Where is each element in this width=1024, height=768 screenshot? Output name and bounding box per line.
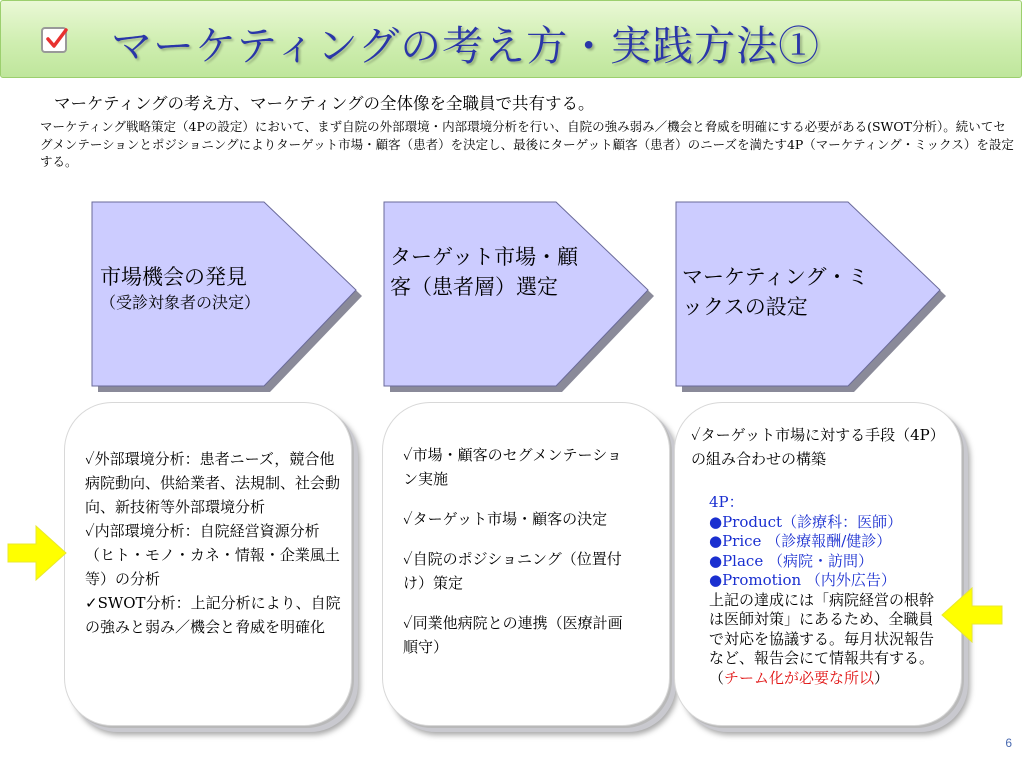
title-bar [0,0,1022,78]
step-2-title: ターゲット市場・顧客（患者層）選定 [390,245,579,299]
step-arrow-1 [90,200,360,385]
card-3-4p-item: ●Product（診療科：医師） [709,512,903,531]
card-3-note [709,669,939,689]
card-3-4p-item: ●Place （病院・訪問） [709,551,873,570]
card-3-note-close: ） [874,668,890,687]
card-marketing-mix [674,402,962,726]
yellow-arrow-right-icon [6,522,68,588]
page-title: マーケティングの考え方・実践方法① [111,22,821,70]
card-1-item: ✓内部環境分析：自院経営資源分析（ヒト・モノ・カネ・情報・企業風土等）の分析 [85,522,340,588]
card-1-item: ✓SWOT分析：上記分析により、自院の強みと弱み／機会と脅威を明確化 [85,594,341,636]
card-3-note-open: （ [709,668,725,687]
card-3-note-text: チーム化が必要な所以 [724,668,875,687]
step-arrow-3 [674,200,944,385]
step-1-subtitle: （受診対象者の決定） [100,293,261,312]
yellow-arrow-left-icon [938,584,1004,650]
card-2-item: ✓同業他病院との連携（医療計画順守） [403,614,623,656]
intro-text: マーケティング戦略策定（4Pの設定）において、まず自院の外部環境・内部環境分析を行い、自院の強み弱み／機会と脅威を明確にする必要がある(SWOT分析）。続いてセグメンテーションとポジショニングによりターゲット市場・顧客（患者）を決定し、最後にターゲット顧客（患者）のニーズを満たす4P（マーケティング・ミックス）を設定する。 [40,119,1014,169]
step-1-title: 市場機会の発見 [100,265,247,289]
step-3-title: マーケティング・ミックスの設定 [682,265,869,319]
card-3-body: 上記の達成には「病院経営の根幹は医師対策」にあるため、全職員で対応を協議する。毎月状況報告など、報告会にて情報共有する。 [709,590,935,667]
page-number: 6 [1005,736,1012,750]
step-arrow-2 [382,200,652,385]
card-3-lead: ✓ターゲット市場に対する手段（4P）の組み合わせの構築 [691,426,945,468]
card-market-opportunity [64,402,352,726]
card-3-4p-item: ●Price （診療報酬/健診） [709,532,892,550]
card-3-4p-item: ●Promotion （内外広告） [709,571,896,589]
card-2-item: ✓ターゲット市場・顧客の決定 [403,510,608,528]
card-1-item: ✓外部環境分析：患者ニーズ，競合他病院動向、供給業者、法規制、社会動向、新技術等外部環境分析 [85,450,341,516]
checkbox-icon [41,27,67,53]
card-3-4p-heading: 4P： [709,493,744,511]
card-2-item: ✓自院のポジショニング（位置付け）策定 [403,550,622,592]
subtitle: マーケティングの考え方、マーケティングの全体像を全職員で共有する。 [54,94,595,113]
card-target-market [382,402,670,726]
card-2-item: ✓市場・顧客のセグメンテーション実施 [403,446,622,488]
